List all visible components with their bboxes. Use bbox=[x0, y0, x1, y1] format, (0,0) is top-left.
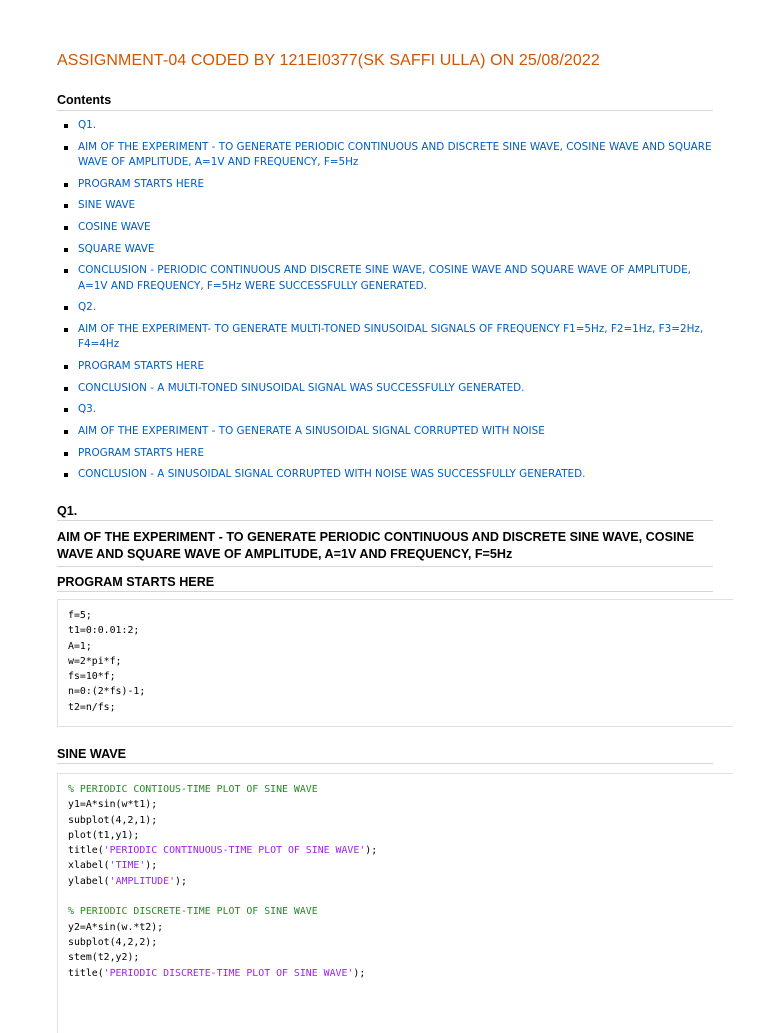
code-text: plot(t1,y1); bbox=[68, 829, 140, 841]
toc-link[interactable]: SINE WAVE bbox=[78, 199, 136, 212]
toc-item bbox=[57, 300, 717, 315]
toc-item bbox=[57, 322, 717, 352]
code-line: n=0:(2*fs)-1; bbox=[68, 686, 146, 698]
code-string: 'PERIODIC CONTINUOUS-TIME PLOT OF SINE WAVE' bbox=[103, 845, 366, 857]
code-text: ); bbox=[353, 967, 366, 979]
bullet-icon bbox=[64, 204, 68, 208]
toc-link[interactable]: CONCLUSION - A SINUSOIDAL SIGNAL CORRUPTED WITH NOISE WAS SUCCESSFULLY GENERATED. bbox=[78, 468, 586, 481]
toc-item bbox=[57, 198, 717, 213]
toc-link[interactable]: COSINE WAVE bbox=[78, 221, 151, 234]
toc-link[interactable]: AIM OF THE EXPERIMENT- TO GENERATE MULTI-TONED SINUSOIDAL SIGNALS OF FREQUENCY F1=5Hz, F2=1Hz, F3=2Hz, F4=4Hz bbox=[78, 323, 704, 351]
toc-item bbox=[57, 446, 717, 461]
bullet-icon bbox=[64, 306, 68, 310]
toc-item bbox=[57, 424, 717, 439]
code-block-sine bbox=[57, 773, 733, 1033]
bullet-icon bbox=[64, 452, 68, 456]
code-text: ); bbox=[145, 860, 158, 872]
code-text: title( bbox=[68, 845, 104, 857]
code-line bbox=[68, 920, 723, 935]
code-line bbox=[68, 828, 723, 843]
aim-divider bbox=[57, 566, 713, 567]
contents-divider bbox=[57, 110, 713, 111]
toc-item bbox=[57, 381, 717, 396]
code-line bbox=[68, 782, 723, 797]
code-line bbox=[68, 843, 723, 858]
toc-link[interactable]: CONCLUSION - A MULTI-TONED SINUSOIDAL SIGNAL WAS SUCCESSFULLY GENERATED. bbox=[78, 381, 525, 394]
code-text: title( bbox=[68, 967, 104, 979]
toc-item bbox=[57, 467, 717, 482]
code-string: 'PERIODIC DISCRETE-TIME PLOT OF SINE WAVE' bbox=[103, 967, 354, 979]
code-text: y2=A*sin(w.*t2); bbox=[68, 921, 164, 933]
toc-link[interactable]: Q2. bbox=[78, 301, 97, 314]
code-line: f=5; bbox=[68, 610, 92, 621]
bullet-icon bbox=[64, 248, 68, 252]
toc-item bbox=[57, 263, 717, 293]
code-text: stem(t2,y2); bbox=[68, 952, 140, 964]
bullet-icon bbox=[64, 365, 68, 369]
code-line bbox=[68, 935, 723, 950]
bullet-icon bbox=[64, 226, 68, 230]
code-text: ylabel( bbox=[68, 875, 110, 887]
aim-heading: AIM OF THE EXPERIMENT - TO GENERATE PERIODIC CONTINUOUS AND DISCRETE SINE WAVE, COSINE WAVE AND SQUARE WAVE OF AMPLITUDE, A=1V AND FREQUENCY, F=5Hz bbox=[57, 530, 694, 561]
code-text: xlabel( bbox=[68, 860, 110, 872]
toc-link[interactable]: PROGRAM STARTS HERE bbox=[78, 446, 205, 459]
code-line bbox=[68, 904, 723, 919]
toc-item bbox=[57, 402, 717, 417]
toc-item bbox=[57, 242, 717, 257]
toc-link[interactable]: AIM OF THE EXPERIMENT - TO GENERATE PERIODIC CONTINUOUS AND DISCRETE SINE WAVE, COSINE WAVE AND SQUARE WAVE OF AMPLITUDE, A=1V AND FREQUENCY, F=5Hz bbox=[78, 140, 712, 168]
toc-item bbox=[57, 220, 717, 235]
code-line bbox=[68, 874, 723, 889]
toc-link[interactable]: Q3. bbox=[78, 403, 97, 416]
bullet-icon bbox=[64, 387, 68, 391]
code-line: t1=0:0.01:2; bbox=[68, 625, 140, 637]
program-divider bbox=[57, 591, 713, 592]
toc-link[interactable]: CONCLUSION - PERIODIC CONTINUOUS AND DISCRETE SINE WAVE, COSINE WAVE AND SQUARE WAVE OF AMPLITUDE, A=1V AND FREQUENCY, F=5Hz WERE SUCCESSFULLY GENERATED. bbox=[78, 264, 691, 292]
code-string: 'TIME' bbox=[109, 860, 146, 872]
toc-item bbox=[57, 118, 717, 133]
contents-heading: Contents bbox=[57, 93, 112, 107]
sine-divider bbox=[57, 763, 713, 764]
code-line bbox=[68, 858, 723, 873]
toc-item bbox=[57, 140, 717, 170]
toc-link[interactable]: AIM OF THE EXPERIMENT - TO GENERATE A SINUSOIDAL SIGNAL CORRUPTED WITH NOISE bbox=[78, 425, 545, 438]
code-line bbox=[68, 966, 723, 981]
toc-item bbox=[57, 177, 717, 192]
bullet-icon bbox=[64, 430, 68, 434]
bullet-icon bbox=[64, 146, 68, 150]
code-block-setup bbox=[57, 599, 733, 727]
code-line bbox=[68, 950, 723, 965]
code-text: ); bbox=[175, 875, 187, 887]
bullet-icon bbox=[64, 124, 68, 128]
bullet-icon bbox=[64, 328, 68, 332]
code-text: ); bbox=[365, 845, 378, 857]
code-string: 'AMPLITUDE' bbox=[109, 875, 176, 887]
table-of-contents bbox=[57, 118, 717, 489]
toc-link[interactable]: Q1. bbox=[78, 119, 97, 131]
code-comment: % PERIODIC DISCRETE-TIME PLOT OF SINE WAVE bbox=[68, 906, 318, 918]
code-comment: % PERIODIC CONTIOUS-TIME PLOT OF SINE WAVE bbox=[68, 784, 318, 795]
sine-heading: SINE WAVE bbox=[57, 747, 127, 761]
code-text: subplot(4,2,2); bbox=[68, 936, 158, 948]
code-line: fs=10*f; bbox=[68, 671, 116, 683]
bullet-icon bbox=[64, 183, 68, 187]
code-line bbox=[68, 813, 723, 828]
bullet-icon bbox=[64, 269, 68, 273]
bullet-icon bbox=[64, 473, 68, 477]
code-line: A=1; bbox=[68, 640, 92, 652]
code-line: t2=n/fs; bbox=[68, 701, 116, 713]
document-title: ASSIGNMENT-04 CODED BY 121EI0377(SK SAFFI ULLA) ON 25/08/2022 bbox=[57, 52, 600, 69]
program-heading: PROGRAM STARTS HERE bbox=[57, 575, 215, 589]
q1-heading: Q1. bbox=[57, 504, 78, 518]
toc-link[interactable]: PROGRAM STARTS HERE bbox=[78, 177, 205, 190]
bullet-icon bbox=[64, 408, 68, 412]
toc-item bbox=[57, 359, 717, 374]
code-line bbox=[68, 889, 723, 904]
code-line bbox=[68, 797, 723, 812]
code-line: w=2*pi*f; bbox=[68, 655, 122, 667]
q1-divider bbox=[57, 520, 713, 521]
code-text: subplot(4,2,1); bbox=[68, 814, 158, 826]
toc-link[interactable]: PROGRAM STARTS HERE bbox=[78, 359, 205, 372]
code-text: y1=A*sin(w*t1); bbox=[68, 799, 158, 811]
toc-link[interactable]: SQUARE WAVE bbox=[78, 242, 155, 255]
